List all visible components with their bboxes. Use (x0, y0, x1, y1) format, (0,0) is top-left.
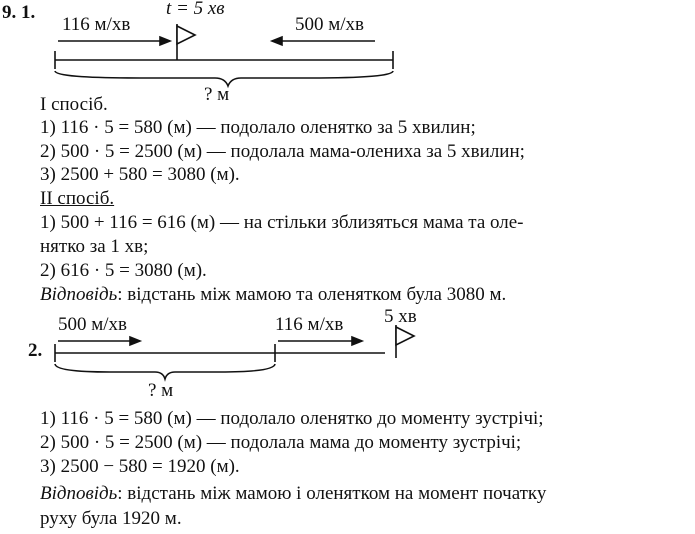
method2-title: II спосіб. (40, 188, 115, 209)
time-label-1: t = 5 хв (166, 0, 225, 19)
method1-line-1: 1) 116 · 5 = 580 (м) — подолало оленятко за 5 хвилин; (40, 117, 476, 138)
arrow-right-head-2b (352, 337, 362, 345)
answer-1 (40, 284, 506, 306)
speed-label-mid-2: 116 м/хв (275, 314, 344, 335)
speed-label-right-1: 500 м/хв (295, 14, 365, 35)
answer-label-1: Відповідь (40, 284, 118, 305)
problem-number-1: 9. 1. (2, 2, 36, 23)
answer-2 (40, 483, 546, 505)
method1-line-3: 3) 2500 + 580 = 3080 (м). (40, 164, 240, 185)
problem-number-2: 2. (28, 340, 43, 361)
method1-title: I спосіб. (40, 94, 108, 115)
time-label-2: 5 хв (384, 306, 417, 327)
arrow-right-head-2a (130, 337, 140, 345)
answer-2-cont: руху була 1920 м. (40, 508, 182, 529)
distance-brace-2 (55, 364, 275, 379)
arrow-right-head-1 (160, 37, 170, 45)
method1-line-2: 2) 500 · 5 = 2500 (м) — подолала мама-олениха за 5 хвилин; (40, 141, 525, 162)
distance-label-2: ? м (148, 380, 174, 401)
answer-text-1: : відстань між мамою та оленятком була 3080 м. (117, 284, 507, 305)
answer-text-2a: : відстань між мамою і оленятком на момент початку (117, 483, 547, 504)
method2-line-3: 2) 616 · 5 = 3080 (м). (40, 260, 207, 281)
distance-label-1: ? м (204, 84, 230, 105)
flag-icon-1 (177, 26, 195, 44)
method2-line-2: нятко за 1 хв; (40, 236, 149, 257)
method2-line-1: 1) 500 + 116 = 616 (м) — на стільки зблизяться мама та оле- (40, 212, 524, 233)
speed-label-left-1: 116 м/хв (62, 14, 131, 35)
flag-icon-2 (396, 327, 414, 345)
problem2-line-2: 2) 500 · 5 = 2500 (м) — подолала мама до моменту зустрічі; (40, 432, 522, 453)
answer-label-2: Відповідь (40, 483, 118, 504)
problem2-line-1: 1) 116 · 5 = 580 (м) — подолало оленятко до моменту зустрічі; (40, 408, 544, 429)
arrow-left-head-1 (272, 37, 282, 45)
speed-label-left-2: 500 м/хв (58, 314, 128, 335)
problem2-line-3: 3) 2500 − 580 = 1920 (м). (40, 456, 240, 477)
